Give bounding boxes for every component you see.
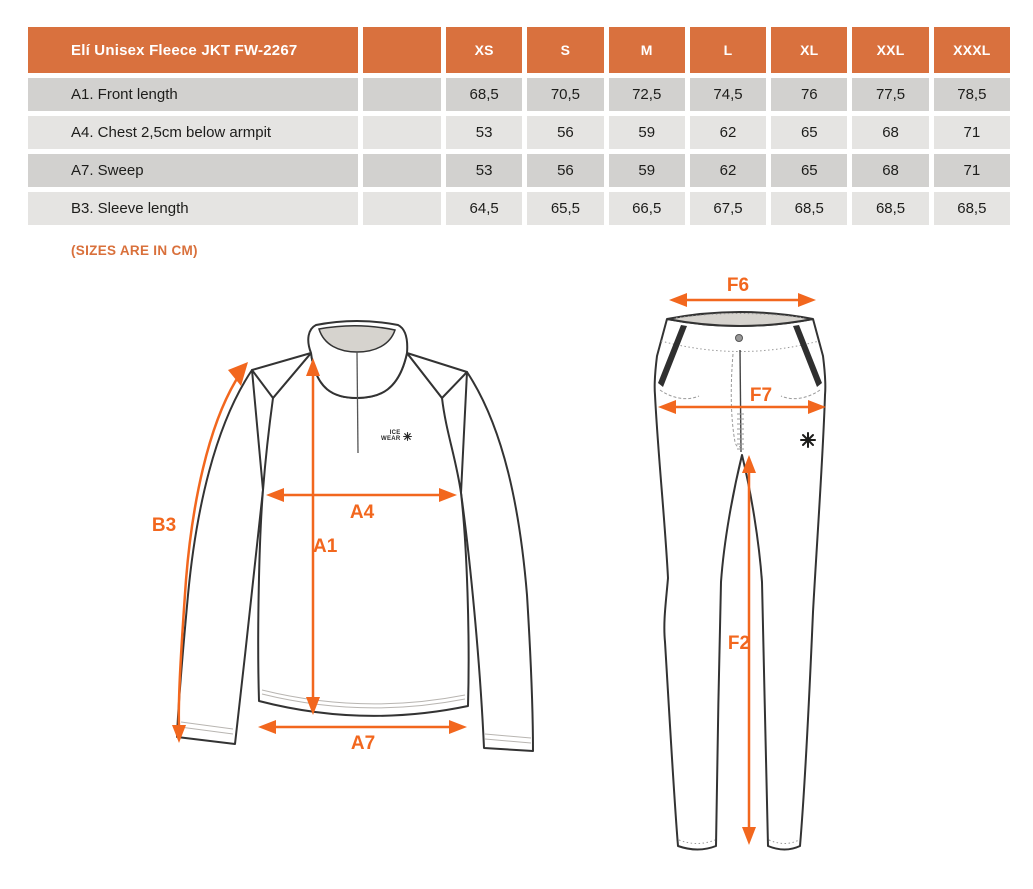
size-value: 68,5	[852, 192, 928, 225]
size-value: 72,5	[609, 78, 685, 111]
size-value: 56	[527, 154, 603, 187]
measurement-label-f2: F2	[727, 633, 751, 654]
snowflake-icon	[403, 432, 412, 441]
size-value: 64,5	[446, 192, 522, 225]
size-value: 77,5	[852, 78, 928, 111]
size-value: 71	[934, 116, 1010, 149]
snowflake-icon	[801, 433, 815, 447]
pants-diagram	[630, 265, 1030, 865]
size-header-m: M	[609, 27, 685, 73]
jacket-diagram	[130, 295, 570, 870]
size-value: 68	[852, 154, 928, 187]
logo-line1: ICE	[389, 430, 401, 436]
size-header-xs: XS	[446, 27, 522, 73]
size-value: 68,5	[446, 78, 522, 111]
measurement-label-a1: A1	[313, 536, 338, 557]
size-value: 66,5	[609, 192, 685, 225]
size-value: 78,5	[934, 78, 1010, 111]
measurement-label-b3: B3	[151, 515, 177, 536]
size-value: 70,5	[527, 78, 603, 111]
jacket-brand-logo	[381, 430, 412, 442]
size-value: 68,5	[934, 192, 1010, 225]
size-value: 53	[446, 116, 522, 149]
size-value: 67,5	[690, 192, 766, 225]
size-header-xl: XL	[771, 27, 847, 73]
measurement-label-a7: A7	[350, 733, 376, 754]
arrow-a7	[258, 720, 467, 734]
pants-button	[736, 335, 743, 342]
table-header-blank	[363, 27, 441, 73]
size-value: 68,5	[771, 192, 847, 225]
jacket-body	[258, 353, 468, 716]
row-label: B3. Sleeve length	[28, 192, 358, 225]
row-blank	[363, 192, 441, 225]
size-value: 68	[852, 116, 928, 149]
size-value: 59	[609, 116, 685, 149]
jacket-right-sleeve	[461, 372, 533, 751]
size-value: 56	[527, 116, 603, 149]
jacket-left-sleeve	[177, 370, 263, 744]
sizes-in-cm-note: (SIZES ARE IN CM)	[71, 243, 198, 258]
size-chart-table	[28, 27, 1010, 225]
size-value: 74,5	[690, 78, 766, 111]
size-value: 71	[934, 154, 1010, 187]
table-title: Elí Unisex Fleece JKT FW-2267	[28, 27, 358, 73]
size-value: 65	[771, 116, 847, 149]
row-label: A7. Sweep	[28, 154, 358, 187]
size-value: 65	[771, 154, 847, 187]
size-value: 59	[609, 154, 685, 187]
row-blank	[363, 154, 441, 187]
size-value: 76	[771, 78, 847, 111]
measurement-label-a4: A4	[349, 502, 375, 523]
size-value: 65,5	[527, 192, 603, 225]
size-value: 53	[446, 154, 522, 187]
size-value: 62	[690, 116, 766, 149]
measurement-label-f7: F7	[749, 385, 773, 406]
row-label: A1. Front length	[28, 78, 358, 111]
size-value: 62	[690, 154, 766, 187]
size-header-xxl: XXL	[852, 27, 928, 73]
size-header-s: S	[527, 27, 603, 73]
size-header-l: L	[690, 27, 766, 73]
row-blank	[363, 116, 441, 149]
size-header-xxxl: XXXL	[934, 27, 1010, 73]
row-blank	[363, 78, 441, 111]
measurement-label-f6: F6	[726, 275, 750, 296]
logo-line2: WEAR	[381, 436, 401, 442]
pants-fly	[740, 350, 741, 452]
row-label: A4. Chest 2,5cm below armpit	[28, 116, 358, 149]
